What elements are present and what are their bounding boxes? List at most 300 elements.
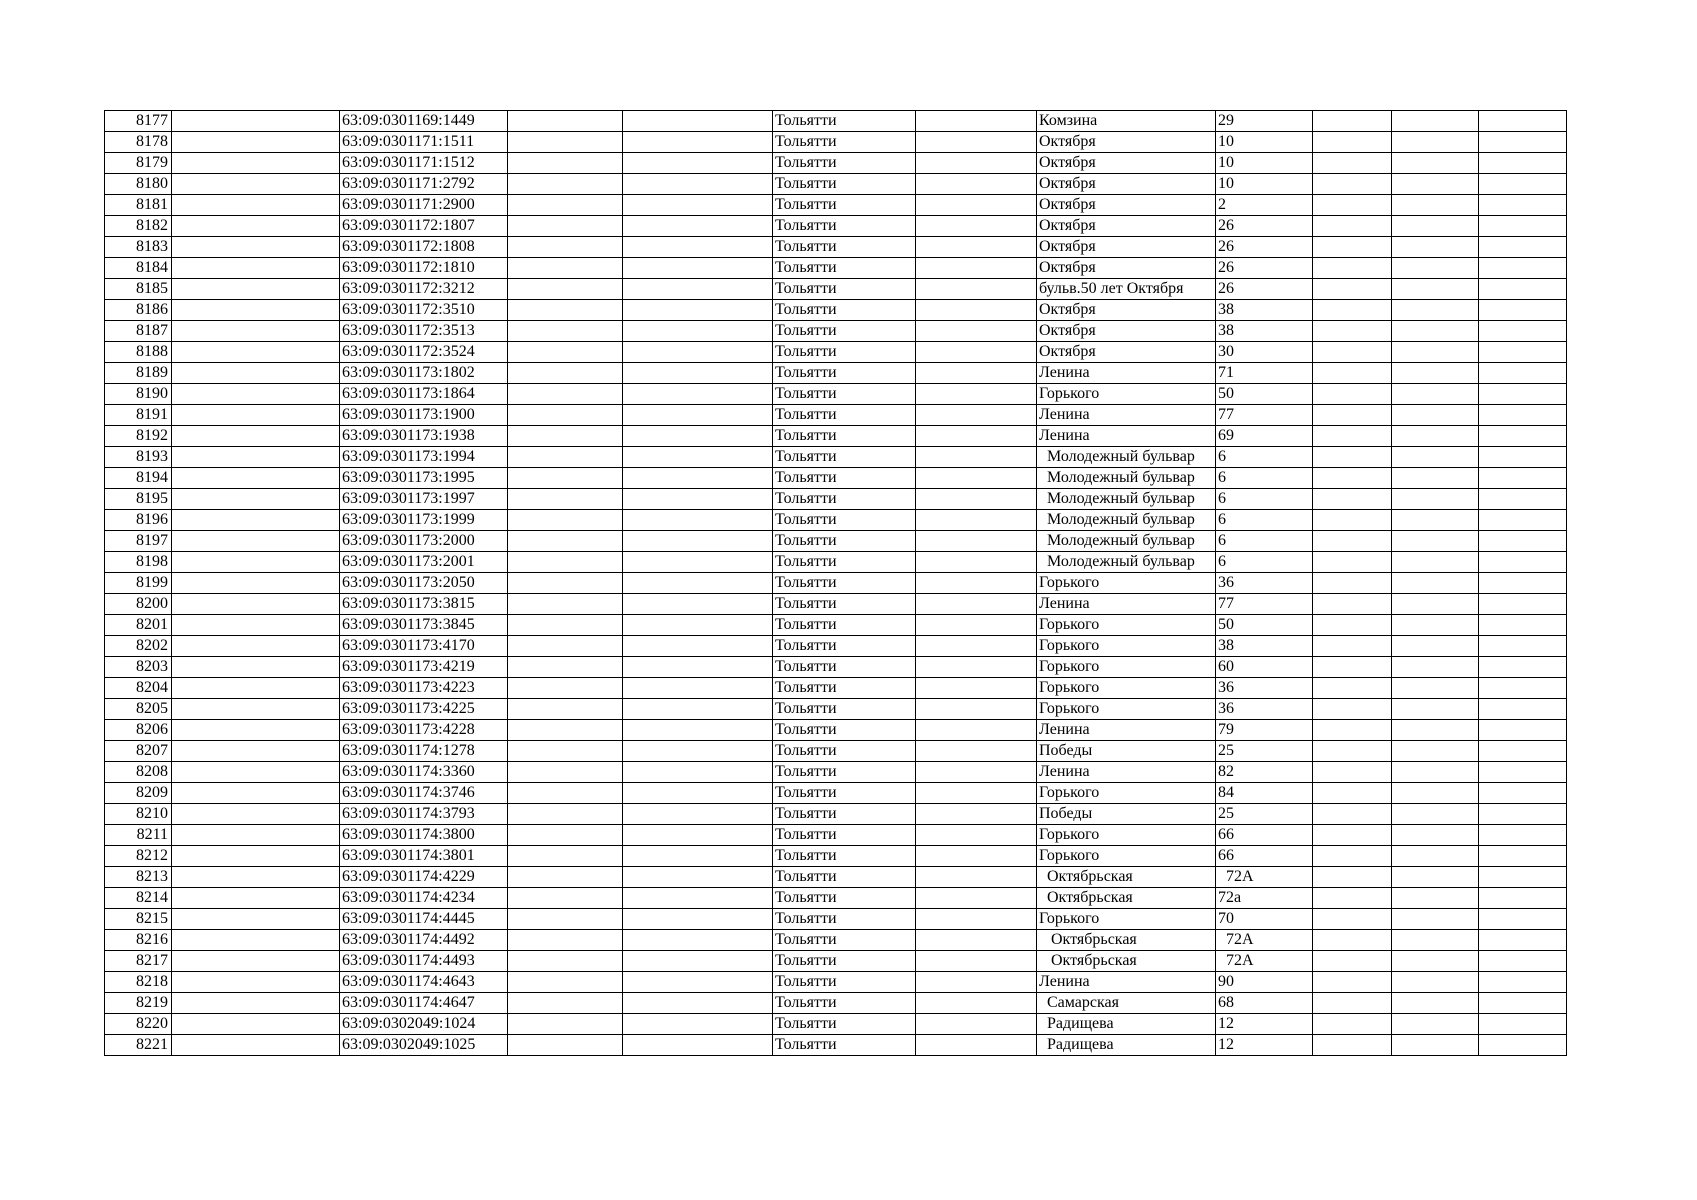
city-cell: Тольятти: [773, 510, 916, 531]
city-cell: Тольятти: [773, 678, 916, 699]
empty-cell-k: [1392, 909, 1479, 930]
cadastral-number-cell: 63:09:0301171:1511: [340, 132, 508, 153]
empty-cell-l: [1479, 258, 1567, 279]
empty-cell-g: [916, 300, 1037, 321]
house-number-cell: 10: [1216, 153, 1313, 174]
empty-cell-d: [508, 174, 623, 195]
empty-cell-d: [508, 153, 623, 174]
table-row: [105, 657, 1567, 678]
empty-cell-g: [916, 888, 1037, 909]
empty-cell-b: [172, 426, 340, 447]
empty-cell-l: [1479, 783, 1567, 804]
cadastral-number-cell: 63:09:0301173:1997: [340, 489, 508, 510]
empty-cell-k: [1392, 972, 1479, 993]
table-row: [105, 678, 1567, 699]
street-cell: Ленина: [1037, 426, 1216, 447]
empty-cell-j: [1313, 825, 1392, 846]
city-cell: Тольятти: [773, 1035, 916, 1056]
empty-cell-j: [1313, 384, 1392, 405]
empty-cell-d: [508, 363, 623, 384]
row-number-cell: 8184: [105, 258, 172, 279]
empty-cell-k: [1392, 489, 1479, 510]
city-cell: Тольятти: [773, 132, 916, 153]
street-cell: Комзина: [1037, 111, 1216, 132]
cadastral-number-cell: 63:09:0302049:1025: [340, 1035, 508, 1056]
street-cell: Ленина: [1037, 972, 1216, 993]
table-row: [105, 867, 1567, 888]
cadastral-number-cell: 63:09:0301173:3845: [340, 615, 508, 636]
street-cell: Горького: [1037, 615, 1216, 636]
empty-cell-d: [508, 300, 623, 321]
empty-cell-d: [508, 321, 623, 342]
street-cell: Молодежный бульвар: [1037, 531, 1216, 552]
house-number-cell: 77: [1216, 594, 1313, 615]
cadastral-number-cell: 63:09:0301173:1802: [340, 363, 508, 384]
empty-cell-g: [916, 993, 1037, 1014]
table-row: [105, 258, 1567, 279]
empty-cell-d: [508, 195, 623, 216]
empty-cell-b: [172, 678, 340, 699]
row-number-cell: 8186: [105, 300, 172, 321]
empty-cell-e: [623, 174, 773, 195]
house-number-cell: 50: [1216, 615, 1313, 636]
table-row: [105, 951, 1567, 972]
empty-cell-l: [1479, 720, 1567, 741]
street-cell: Горького: [1037, 909, 1216, 930]
house-number-cell: 26: [1216, 216, 1313, 237]
row-number-cell: 8196: [105, 510, 172, 531]
house-number-cell: 72А: [1216, 930, 1313, 951]
empty-cell-g: [916, 258, 1037, 279]
table-row: [105, 594, 1567, 615]
row-number-cell: 8209: [105, 783, 172, 804]
empty-cell-j: [1313, 195, 1392, 216]
table-row: [105, 132, 1567, 153]
data-table: [104, 110, 1567, 1056]
table-row: [105, 468, 1567, 489]
city-cell: Тольятти: [773, 531, 916, 552]
empty-cell-k: [1392, 1014, 1479, 1035]
row-number-cell: 8189: [105, 363, 172, 384]
house-number-cell: 77: [1216, 405, 1313, 426]
empty-cell-b: [172, 720, 340, 741]
table-row: [105, 111, 1567, 132]
street-cell: Горького: [1037, 573, 1216, 594]
empty-cell-g: [916, 237, 1037, 258]
street-cell: Горького: [1037, 825, 1216, 846]
table-row: [105, 300, 1567, 321]
empty-cell-k: [1392, 552, 1479, 573]
empty-cell-d: [508, 888, 623, 909]
house-number-cell: 82: [1216, 762, 1313, 783]
row-number-cell: 8206: [105, 720, 172, 741]
empty-cell-g: [916, 426, 1037, 447]
cadastral-number-cell: 63:09:0301173:1938: [340, 426, 508, 447]
street-cell: Ленина: [1037, 363, 1216, 384]
empty-cell-e: [623, 237, 773, 258]
table-row: [105, 510, 1567, 531]
row-number-cell: 8200: [105, 594, 172, 615]
empty-cell-k: [1392, 951, 1479, 972]
empty-cell-d: [508, 1014, 623, 1035]
row-number-cell: 8192: [105, 426, 172, 447]
empty-cell-g: [916, 972, 1037, 993]
empty-cell-e: [623, 657, 773, 678]
street-cell: Октября: [1037, 195, 1216, 216]
empty-cell-e: [623, 825, 773, 846]
empty-cell-j: [1313, 489, 1392, 510]
house-number-cell: 68: [1216, 993, 1313, 1014]
empty-cell-e: [623, 867, 773, 888]
empty-cell-b: [172, 258, 340, 279]
cadastral-number-cell: 63:09:0301173:4170: [340, 636, 508, 657]
city-cell: Тольятти: [773, 174, 916, 195]
city-cell: Тольятти: [773, 741, 916, 762]
row-number-cell: 8198: [105, 552, 172, 573]
empty-cell-l: [1479, 846, 1567, 867]
empty-cell-g: [916, 804, 1037, 825]
empty-cell-e: [623, 342, 773, 363]
empty-cell-e: [623, 384, 773, 405]
empty-cell-k: [1392, 510, 1479, 531]
empty-cell-e: [623, 531, 773, 552]
cadastral-number-cell: 63:09:0302049:1024: [340, 1014, 508, 1035]
table-row: [105, 342, 1567, 363]
house-number-cell: 72А: [1216, 867, 1313, 888]
empty-cell-e: [623, 1035, 773, 1056]
empty-cell-g: [916, 594, 1037, 615]
empty-cell-d: [508, 762, 623, 783]
empty-cell-e: [623, 783, 773, 804]
empty-cell-e: [623, 594, 773, 615]
empty-cell-l: [1479, 468, 1567, 489]
house-number-cell: 72А: [1216, 951, 1313, 972]
empty-cell-e: [623, 279, 773, 300]
street-cell: Октября: [1037, 132, 1216, 153]
city-cell: Тольятти: [773, 1014, 916, 1035]
empty-cell-j: [1313, 216, 1392, 237]
street-cell: Молодежный бульвар: [1037, 510, 1216, 531]
empty-cell-l: [1479, 825, 1567, 846]
table-row: [105, 216, 1567, 237]
city-cell: Тольятти: [773, 615, 916, 636]
empty-cell-j: [1313, 237, 1392, 258]
empty-cell-g: [916, 132, 1037, 153]
city-cell: Тольятти: [773, 972, 916, 993]
row-number-cell: 8199: [105, 573, 172, 594]
empty-cell-j: [1313, 846, 1392, 867]
table-row: [105, 825, 1567, 846]
table-row: [105, 930, 1567, 951]
table-row: [105, 993, 1567, 1014]
empty-cell-j: [1313, 720, 1392, 741]
empty-cell-j: [1313, 468, 1392, 489]
row-number-cell: 8197: [105, 531, 172, 552]
street-cell: Ленина: [1037, 720, 1216, 741]
empty-cell-j: [1313, 300, 1392, 321]
empty-cell-l: [1479, 930, 1567, 951]
empty-cell-l: [1479, 888, 1567, 909]
street-cell: Горького: [1037, 699, 1216, 720]
empty-cell-d: [508, 594, 623, 615]
empty-cell-b: [172, 615, 340, 636]
table-row: [105, 888, 1567, 909]
empty-cell-k: [1392, 300, 1479, 321]
empty-cell-k: [1392, 741, 1479, 762]
empty-cell-g: [916, 174, 1037, 195]
house-number-cell: 60: [1216, 657, 1313, 678]
street-cell: Октября: [1037, 216, 1216, 237]
cadastral-number-cell: 63:09:0301173:4219: [340, 657, 508, 678]
cadastral-number-cell: 63:09:0301173:1995: [340, 468, 508, 489]
empty-cell-g: [916, 741, 1037, 762]
empty-cell-l: [1479, 342, 1567, 363]
cadastral-number-cell: 63:09:0301173:4225: [340, 699, 508, 720]
row-number-cell: 8191: [105, 405, 172, 426]
table-row: [105, 804, 1567, 825]
empty-cell-d: [508, 426, 623, 447]
empty-cell-k: [1392, 657, 1479, 678]
empty-cell-j: [1313, 321, 1392, 342]
city-cell: Тольятти: [773, 825, 916, 846]
empty-cell-k: [1392, 111, 1479, 132]
table-row: [105, 909, 1567, 930]
city-cell: Тольятти: [773, 909, 916, 930]
house-number-cell: 25: [1216, 804, 1313, 825]
row-number-cell: 8219: [105, 993, 172, 1014]
house-number-cell: 50: [1216, 384, 1313, 405]
empty-cell-d: [508, 825, 623, 846]
empty-cell-j: [1313, 1014, 1392, 1035]
empty-cell-d: [508, 552, 623, 573]
empty-cell-k: [1392, 363, 1479, 384]
table-row: [105, 279, 1567, 300]
cadastral-number-cell: 63:09:0301172:1808: [340, 237, 508, 258]
house-number-cell: 6: [1216, 489, 1313, 510]
empty-cell-l: [1479, 993, 1567, 1014]
row-number-cell: 8211: [105, 825, 172, 846]
street-cell: Горького: [1037, 678, 1216, 699]
empty-cell-e: [623, 972, 773, 993]
empty-cell-e: [623, 426, 773, 447]
house-number-cell: 38: [1216, 300, 1313, 321]
empty-cell-e: [623, 510, 773, 531]
empty-cell-d: [508, 573, 623, 594]
street-cell: Октябрьская: [1037, 888, 1216, 909]
empty-cell-k: [1392, 279, 1479, 300]
empty-cell-k: [1392, 531, 1479, 552]
empty-cell-b: [172, 951, 340, 972]
street-cell: Октябрьская: [1037, 867, 1216, 888]
table-row: [105, 636, 1567, 657]
empty-cell-l: [1479, 237, 1567, 258]
table-row: [105, 426, 1567, 447]
empty-cell-k: [1392, 720, 1479, 741]
empty-cell-g: [916, 552, 1037, 573]
cadastral-number-cell: 63:09:0301173:2050: [340, 573, 508, 594]
empty-cell-k: [1392, 174, 1479, 195]
empty-cell-j: [1313, 279, 1392, 300]
city-cell: Тольятти: [773, 762, 916, 783]
table-row: [105, 846, 1567, 867]
empty-cell-k: [1392, 384, 1479, 405]
empty-cell-k: [1392, 573, 1479, 594]
empty-cell-d: [508, 636, 623, 657]
city-cell: Тольятти: [773, 552, 916, 573]
empty-cell-b: [172, 237, 340, 258]
empty-cell-e: [623, 615, 773, 636]
house-number-cell: 66: [1216, 846, 1313, 867]
row-number-cell: 8203: [105, 657, 172, 678]
empty-cell-b: [172, 1014, 340, 1035]
empty-cell-j: [1313, 741, 1392, 762]
city-cell: Тольятти: [773, 111, 916, 132]
empty-cell-d: [508, 930, 623, 951]
house-number-cell: 6: [1216, 447, 1313, 468]
empty-cell-l: [1479, 300, 1567, 321]
street-cell: Октября: [1037, 300, 1216, 321]
city-cell: Тольятти: [773, 573, 916, 594]
empty-cell-e: [623, 300, 773, 321]
empty-cell-j: [1313, 153, 1392, 174]
table-row: [105, 384, 1567, 405]
empty-cell-b: [172, 174, 340, 195]
city-cell: Тольятти: [773, 594, 916, 615]
empty-cell-l: [1479, 678, 1567, 699]
cadastral-number-cell: 63:09:0301173:1864: [340, 384, 508, 405]
city-cell: Тольятти: [773, 216, 916, 237]
empty-cell-d: [508, 867, 623, 888]
city-cell: Тольятти: [773, 930, 916, 951]
table-row: [105, 531, 1567, 552]
empty-cell-k: [1392, 699, 1479, 720]
empty-cell-e: [623, 741, 773, 762]
cadastral-number-cell: 63:09:0301173:2000: [340, 531, 508, 552]
house-number-cell: 10: [1216, 132, 1313, 153]
empty-cell-l: [1479, 699, 1567, 720]
empty-cell-g: [916, 153, 1037, 174]
street-cell: Октябрьская: [1037, 951, 1216, 972]
empty-cell-g: [916, 363, 1037, 384]
empty-cell-b: [172, 216, 340, 237]
empty-cell-l: [1479, 573, 1567, 594]
row-number-cell: 8181: [105, 195, 172, 216]
empty-cell-g: [916, 783, 1037, 804]
table-row: [105, 363, 1567, 384]
street-cell: Горького: [1037, 657, 1216, 678]
empty-cell-j: [1313, 132, 1392, 153]
empty-cell-l: [1479, 405, 1567, 426]
city-cell: Тольятти: [773, 993, 916, 1014]
street-cell: Самарская: [1037, 993, 1216, 1014]
empty-cell-k: [1392, 468, 1479, 489]
empty-cell-j: [1313, 657, 1392, 678]
empty-cell-l: [1479, 1035, 1567, 1056]
empty-cell-k: [1392, 930, 1479, 951]
empty-cell-e: [623, 321, 773, 342]
empty-cell-b: [172, 993, 340, 1014]
empty-cell-d: [508, 657, 623, 678]
house-number-cell: 30: [1216, 342, 1313, 363]
empty-cell-j: [1313, 909, 1392, 930]
cadastral-number-cell: 63:09:0301169:1449: [340, 111, 508, 132]
empty-cell-d: [508, 216, 623, 237]
table-row: [105, 552, 1567, 573]
empty-cell-g: [916, 279, 1037, 300]
row-number-cell: 8213: [105, 867, 172, 888]
empty-cell-b: [172, 1035, 340, 1056]
city-cell: Тольятти: [773, 153, 916, 174]
empty-cell-d: [508, 846, 623, 867]
empty-cell-k: [1392, 867, 1479, 888]
city-cell: Тольятти: [773, 258, 916, 279]
city-cell: Тольятти: [773, 237, 916, 258]
house-number-cell: 10: [1216, 174, 1313, 195]
house-number-cell: 66: [1216, 825, 1313, 846]
empty-cell-l: [1479, 762, 1567, 783]
empty-cell-j: [1313, 363, 1392, 384]
empty-cell-k: [1392, 825, 1479, 846]
empty-cell-k: [1392, 678, 1479, 699]
empty-cell-e: [623, 762, 773, 783]
empty-cell-g: [916, 573, 1037, 594]
city-cell: Тольятти: [773, 804, 916, 825]
cadastral-number-cell: 63:09:0301174:4445: [340, 909, 508, 930]
empty-cell-l: [1479, 657, 1567, 678]
empty-cell-e: [623, 405, 773, 426]
table-row: [105, 153, 1567, 174]
cadastral-number-cell: 63:09:0301172:3524: [340, 342, 508, 363]
street-cell: Октября: [1037, 321, 1216, 342]
row-number-cell: 8177: [105, 111, 172, 132]
street-cell: Горького: [1037, 846, 1216, 867]
empty-cell-d: [508, 510, 623, 531]
table-row: [105, 1014, 1567, 1035]
empty-cell-l: [1479, 174, 1567, 195]
empty-cell-l: [1479, 636, 1567, 657]
cadastral-number-cell: 63:09:0301172:1810: [340, 258, 508, 279]
empty-cell-b: [172, 888, 340, 909]
empty-cell-l: [1479, 279, 1567, 300]
house-number-cell: 38: [1216, 636, 1313, 657]
empty-cell-b: [172, 825, 340, 846]
table-row: [105, 321, 1567, 342]
table-row: [105, 447, 1567, 468]
empty-cell-b: [172, 573, 340, 594]
street-cell: Победы: [1037, 804, 1216, 825]
empty-cell-l: [1479, 216, 1567, 237]
empty-cell-k: [1392, 1035, 1479, 1056]
cadastral-number-cell: 63:09:0301172:3212: [340, 279, 508, 300]
empty-cell-j: [1313, 993, 1392, 1014]
empty-cell-b: [172, 384, 340, 405]
house-number-cell: 36: [1216, 678, 1313, 699]
empty-cell-g: [916, 195, 1037, 216]
cadastral-number-cell: 63:09:0301173:4228: [340, 720, 508, 741]
empty-cell-g: [916, 111, 1037, 132]
empty-cell-g: [916, 678, 1037, 699]
cadastral-number-cell: 63:09:0301173:1900: [340, 405, 508, 426]
empty-cell-b: [172, 930, 340, 951]
city-cell: Тольятти: [773, 657, 916, 678]
empty-cell-d: [508, 699, 623, 720]
empty-cell-d: [508, 489, 623, 510]
row-number-cell: 8178: [105, 132, 172, 153]
empty-cell-g: [916, 720, 1037, 741]
cadastral-number-cell: 63:09:0301171:2792: [340, 174, 508, 195]
empty-cell-j: [1313, 804, 1392, 825]
empty-cell-e: [623, 678, 773, 699]
